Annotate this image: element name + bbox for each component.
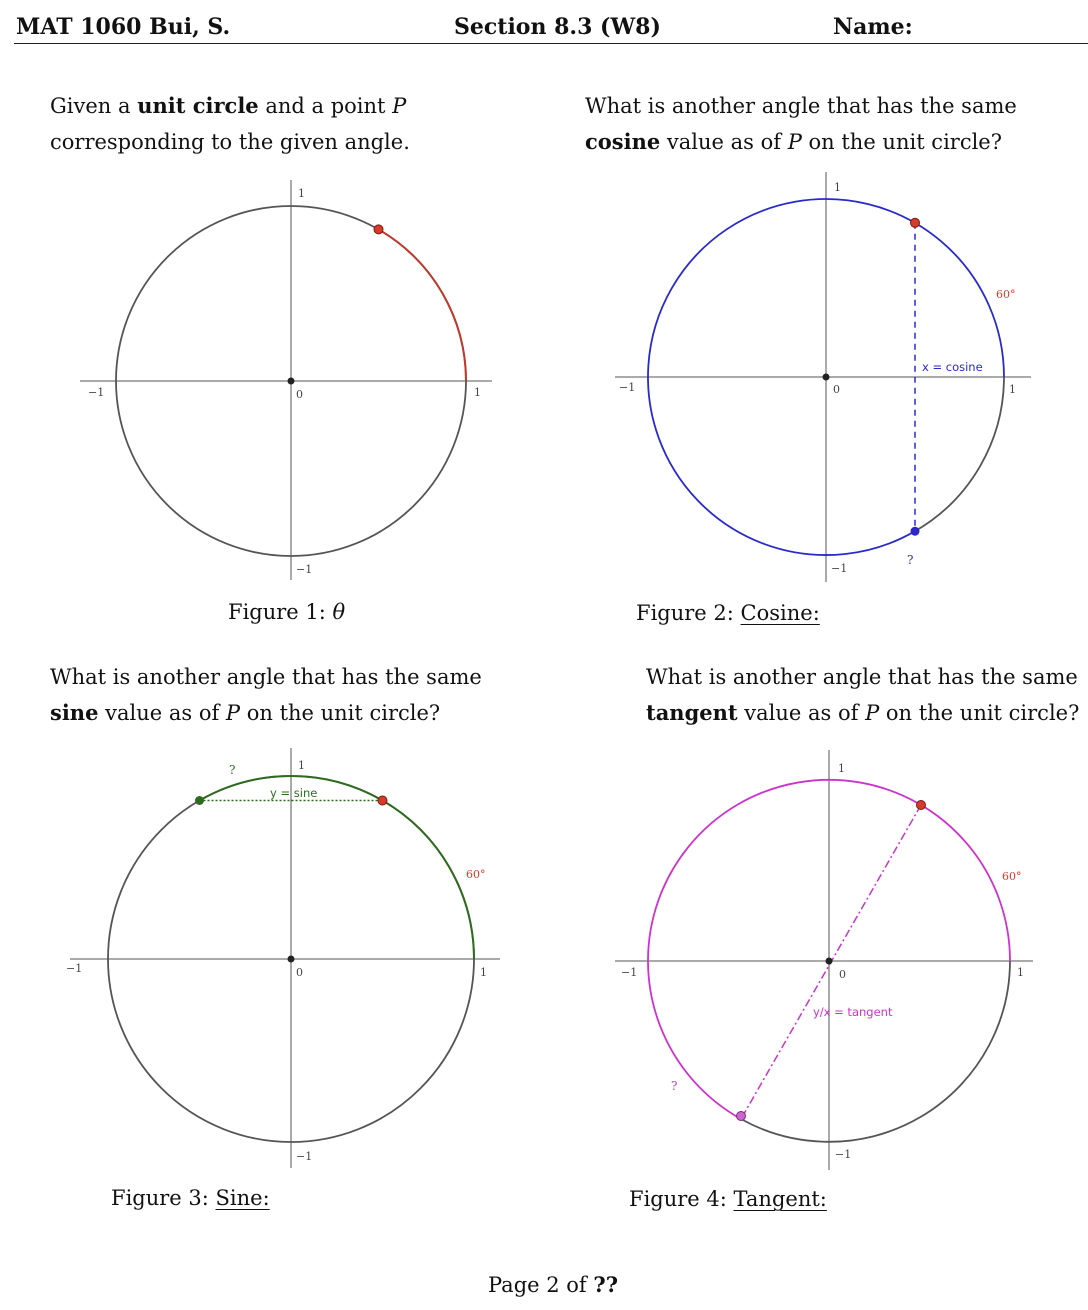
tick-y-one: 1 (298, 759, 305, 772)
point-p (917, 801, 926, 810)
tick-origin: 0 (296, 388, 303, 401)
point-p (911, 218, 920, 227)
origin-point (288, 378, 295, 385)
question-1: Given a unit circle and a point P corresponding to the given angle. (50, 93, 410, 154)
tangent-line-label: y/x = tangent (813, 1005, 893, 1019)
tick-origin: 0 (296, 966, 303, 979)
point-unknown (737, 1112, 746, 1121)
tick-y-neg-one: −1 (831, 562, 848, 575)
figure-2-caption: Figure 2: Cosine: (636, 601, 820, 625)
header-section: Section 8.3 (W8) (454, 14, 661, 40)
tick-x-neg-one: −1 (621, 966, 638, 979)
point-p (378, 796, 387, 805)
tick-x-neg-one: −1 (88, 386, 105, 399)
figure-3-caption: Figure 3: Sine: (111, 1186, 270, 1210)
tick-x-one: 1 (1017, 966, 1024, 979)
question-4: What is another angle that has the same tangent value as of P on the unit circle? (646, 665, 1080, 725)
page-footer: Page 2 of ?? (488, 1272, 618, 1297)
point-p (374, 225, 383, 234)
sine-line-label: y = sine (270, 786, 318, 800)
header-divider (14, 43, 1088, 44)
unknown-angle-label: ? (907, 553, 914, 567)
origin-point (288, 956, 295, 963)
sine-arc-green (200, 776, 475, 959)
angle-label: 60° (996, 288, 1016, 301)
tick-y-one: 1 (838, 762, 845, 775)
tick-x-neg-one: −1 (66, 962, 83, 975)
theta-arc (379, 229, 467, 381)
point-unknown (911, 527, 920, 536)
tick-y-neg-one: −1 (835, 1148, 852, 1161)
tick-x-neg-one: −1 (619, 381, 636, 394)
tick-x-one: 1 (480, 966, 487, 979)
figure-4-caption: Figure 4: Tangent: (629, 1187, 827, 1211)
tick-y-one: 1 (298, 187, 305, 200)
angle-label: 60° (1002, 870, 1022, 883)
angle-label: 60° (466, 868, 486, 881)
tick-origin: 0 (833, 383, 840, 396)
figure-4-tangent-circle (615, 750, 1045, 1170)
figure-1-caption: Figure 1: θ (228, 600, 346, 624)
origin-point (826, 958, 833, 965)
point-unknown (195, 796, 204, 805)
tick-origin: 0 (839, 968, 846, 981)
figure-3-sine-circle (66, 748, 510, 1168)
tick-x-one: 1 (474, 386, 481, 399)
header-course: MAT 1060 Bui, S. (16, 14, 231, 40)
tick-y-neg-one: −1 (296, 563, 313, 576)
tick-y-neg-one: −1 (296, 1150, 313, 1163)
figure-1-unit-circle (80, 180, 500, 580)
figure-2-cosine-circle (615, 172, 1035, 582)
reference-arc-gray (915, 377, 1004, 531)
origin-point (823, 374, 830, 381)
reference-arc-gray (741, 961, 1010, 1142)
header-name-label: Name: (833, 14, 913, 40)
unknown-angle-label: ? (229, 763, 236, 777)
question-3: What is another angle that has the same sine value as of P on the unit circle? (50, 665, 482, 725)
tick-y-one: 1 (834, 181, 841, 194)
unknown-angle-label: ? (671, 1079, 678, 1093)
tick-x-one: 1 (1009, 383, 1016, 396)
cosine-line-label: x = cosine (922, 360, 983, 374)
question-2: What is another angle that has the same cosine value as of P on the unit circle? (585, 94, 1017, 154)
